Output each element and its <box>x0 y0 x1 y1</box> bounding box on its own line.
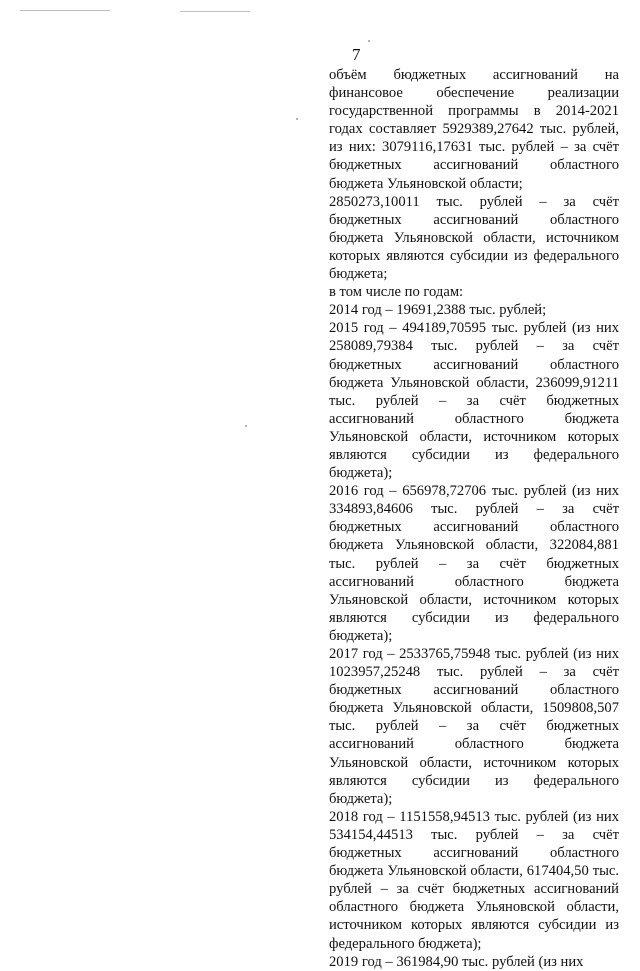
paragraph: в том числе по годам: <box>329 284 464 301</box>
scan-speck <box>296 118 298 120</box>
scan-speck <box>368 40 370 42</box>
paragraph: 2850273,10011 тыс. рублей – за счёт бюджетных ассигнований областного бюджета Ульяновской области, источником которых являются субсидии из федерального бюджета; <box>329 193 619 283</box>
paragraph: 2018 год – 1151558,94513 тыс. рублей (из них 534154,44513 тыс. рублей – за счёт бюджетных ассигнований областного бюджета Ульяновской области, 617404,50 тыс. рублей – за счёт бюджетных ассигнований областного бюджета Ульяновской области, источником которых являются субсидии из федерального бюджета); <box>329 808 619 952</box>
scan-artifact <box>180 11 250 12</box>
paragraph: 2014 год – 19691,2388 тыс. рублей; <box>329 302 547 319</box>
paragraph: 2019 год – 361984,90 тыс. рублей (из них <box>329 953 584 970</box>
scan-artifact <box>20 10 110 11</box>
paragraph: 2015 год – 494189,70595 тыс. рублей (из них 258089,79384 тыс. рублей – за счёт бюджетных ассигнований областного бюджета Ульяновской области, 236099,91211 тыс. рублей – за счёт бюджетных ассигнований областного бюджета Ульяновской области, источником которых являются субсидии из федерального бюджета); <box>329 320 619 482</box>
paragraph: 2017 год – 2533765,75948 тыс. рублей (из них 1023957,25248 тыс. рублей – за счёт бюджетных ассигнований областного бюджета Ульяновской области, 1509808,507 тыс. рублей – за счёт бюджетных ассигнований областного бюджета Ульяновской области, источником которых являются субсидии из федерального бюджета); <box>329 646 619 807</box>
paragraph: 2016 год – 656978,72706 тыс. рублей (из них 334893,84606 тыс. рублей – за счёт бюджетных ассигнований областного бюджета Ульяновской области, 322084,881 тыс. рублей – за счёт бюджетных ассигнований областного бюджета Ульяновской области, источником которых являются субсидии из федерального бюджета); <box>329 483 619 644</box>
text-block <box>329 66 619 971</box>
page-number: 7 <box>352 45 361 64</box>
paragraph: объём бюджетных ассигнований на финансовое обеспечение реализации государственной программы в 2014-2021 годах составляет 5929389,27642 тыс. рублей, из них: 3079116,17631 тыс. рублей – за счёт бюджетных ассигнований областного бюджета Ульяновской области; <box>329 67 619 192</box>
scan-speck <box>245 425 247 427</box>
